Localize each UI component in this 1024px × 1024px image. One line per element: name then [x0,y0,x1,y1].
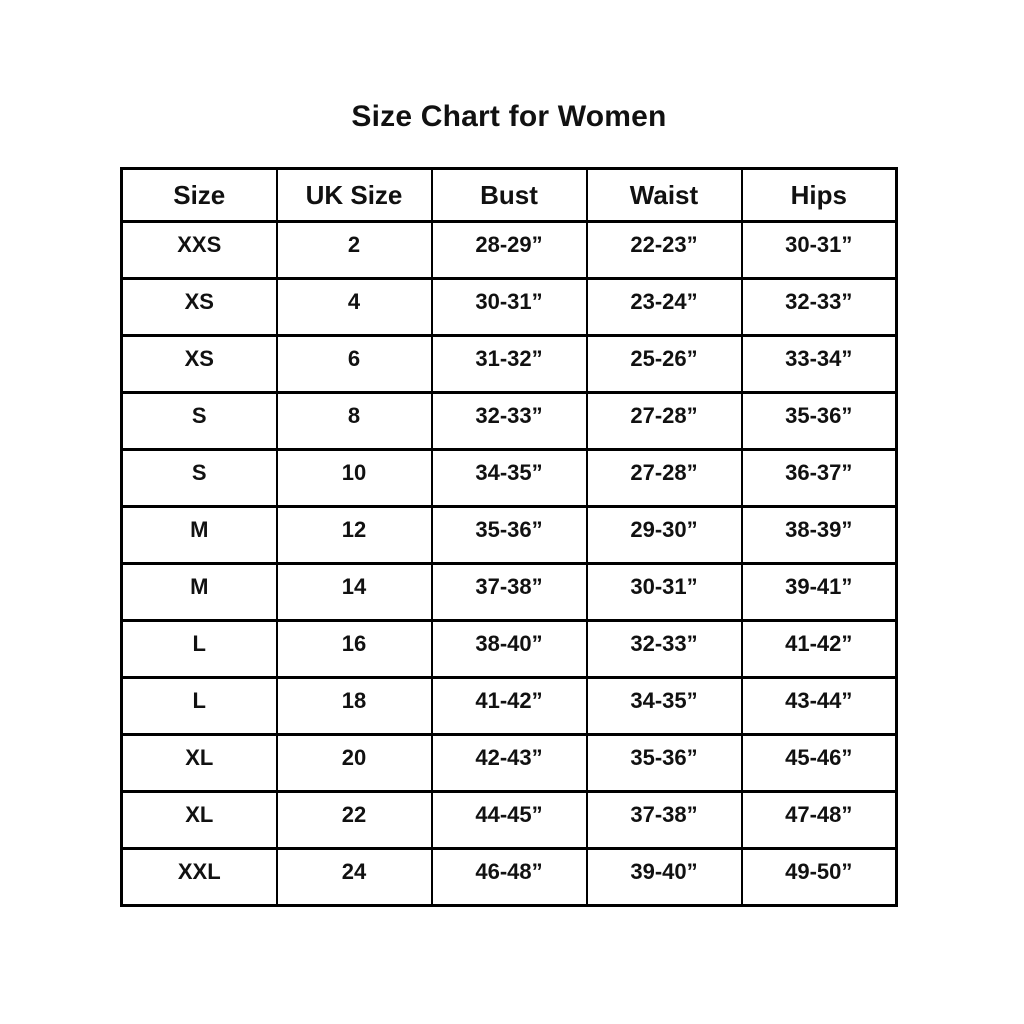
column-header: Waist [587,169,742,222]
table-cell: 28-29” [432,222,587,279]
table-cell: 22 [277,792,432,849]
table-cell: 43-44” [742,678,897,735]
column-header: UK Size [277,169,432,222]
table-cell: 41-42” [432,678,587,735]
table-cell: 38-39” [742,507,897,564]
size-chart-table [120,167,898,907]
table-cell: S [122,393,277,450]
table-cell: 32-33” [432,393,587,450]
table-cell: XXL [122,849,277,906]
table-cell: 46-48” [432,849,587,906]
table-cell: 39-41” [742,564,897,621]
table-row [122,735,897,792]
table-cell: 24 [277,849,432,906]
table-cell: 22-23” [587,222,742,279]
column-header: Hips [742,169,897,222]
table-cell: 30-31” [432,279,587,336]
table-cell: 37-38” [432,564,587,621]
table-cell: 8 [277,393,432,450]
table-cell: 38-40” [432,621,587,678]
table-cell: 35-36” [587,735,742,792]
table-cell: 37-38” [587,792,742,849]
table-cell: 36-37” [742,450,897,507]
table-cell: 30-31” [587,564,742,621]
table-cell: 16 [277,621,432,678]
table-row [122,507,897,564]
page-title: Size Chart for Women [351,100,667,133]
table-cell: 10 [277,450,432,507]
table-row [122,792,897,849]
table-cell: 27-28” [587,393,742,450]
column-header: Bust [432,169,587,222]
table-cell: 34-35” [432,450,587,507]
table-cell: 6 [277,336,432,393]
table-cell: XS [122,336,277,393]
table-cell: 34-35” [587,678,742,735]
table-row [122,336,897,393]
column-header: Size [122,169,277,222]
table-cell: 45-46” [742,735,897,792]
table-cell: 41-42” [742,621,897,678]
table-cell: 32-33” [587,621,742,678]
table-row [122,393,897,450]
table-row [122,621,897,678]
table-cell: 32-33” [742,279,897,336]
table-cell: S [122,450,277,507]
table-cell: XL [122,792,277,849]
table-cell: 39-40” [587,849,742,906]
table-cell: 27-28” [587,450,742,507]
table-cell: L [122,621,277,678]
table-row [122,564,897,621]
table-cell: 2 [277,222,432,279]
table-cell: M [122,507,277,564]
table-cell: 18 [277,678,432,735]
table-cell: 12 [277,507,432,564]
table-cell: XS [122,279,277,336]
table-row [122,849,897,906]
table-cell: 30-31” [742,222,897,279]
table-cell: 31-32” [432,336,587,393]
table-cell: 42-43” [432,735,587,792]
table-cell: 4 [277,279,432,336]
table-header-row [122,169,897,222]
table-cell: 44-45” [432,792,587,849]
table-cell: M [122,564,277,621]
table-cell: 47-48” [742,792,897,849]
table-row [122,279,897,336]
table-cell: 49-50” [742,849,897,906]
table-row [122,222,897,279]
table-cell: 20 [277,735,432,792]
table-cell: 25-26” [587,336,742,393]
table-cell: 23-24” [587,279,742,336]
table-cell: 33-34” [742,336,897,393]
table-body [122,222,897,906]
table-cell: XXS [122,222,277,279]
table-cell: 35-36” [432,507,587,564]
table-cell: 14 [277,564,432,621]
table-cell: L [122,678,277,735]
table-row [122,450,897,507]
table-cell: XL [122,735,277,792]
table-header [122,169,897,222]
table-cell: 35-36” [742,393,897,450]
table-cell: 29-30” [587,507,742,564]
table-row [122,678,897,735]
